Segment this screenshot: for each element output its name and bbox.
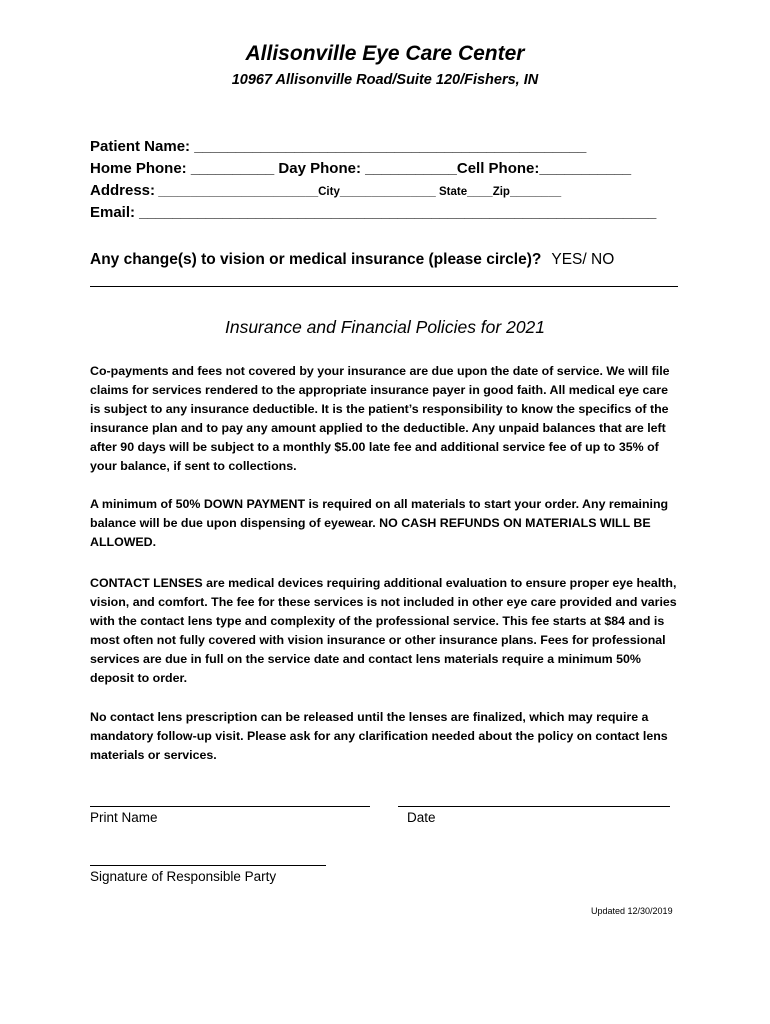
email-field[interactable]: Email: ______________________________________________________________ [90,204,657,221]
city-field[interactable]: City_______________ [318,186,436,198]
address-line[interactable]: _________________________ [155,186,319,198]
insurance-change-question [90,251,614,269]
contact-lenses-paragraph: CONTACT LENSES are medical devices requiring additional evaluation to ensure proper eye health, vision, and comfort. The fee for these services is not included in other eye care provided and varies with the contact lens type and complexity of the professional service. This fee starts at $84 and is most often not fully covered with vision insurance or other insurance plans. Fees for professional services are due in full on the service date and contact lens materials require a minimum 50% deposit to order. [90,576,677,685]
patient-name-field[interactable]: Patient Name: _______________________________________________ [90,138,587,155]
practice-address: 10967 Allisonville Road/Suite 120/Fishers, IN [231,72,539,88]
zip-field[interactable]: Zip________ [492,186,562,198]
down-payment-paragraph: A minimum of 50% DOWN PAYMENT is required on all materials to start your order. Any remaining balance will be due upon dispensing of eyewear. NO CASH REFUNDS ON MATERIALS WILL BE ALLOWED. [90,497,669,549]
prescription-release-paragraph: No contact lens prescription can be released until the lenses are finalized, which may require a mandatory follow-up visit. Please ask for any clarification needed about the policy on contact lens materials or services. [90,710,668,762]
answer-line[interactable] [90,286,678,287]
copayment-paragraph: Co-payments and fees not covered by your insurance are due upon the date of service. We will file claims for services rendered to the appropriate insurance payer in good faith. All medical eye care is subject to any insurance deductible. It is the patient’s responsibility to know the specifics of the insurance plan and to pay any amount applied to the deductible. Any unpaid balances that are left after 90 days will be subject to a monthly $5.00 late fee and additional service fee of up to 35% of your balance, if sent to collections. [90,364,670,473]
phone-fields[interactable]: Home Phone: __________ Day Phone: ___________Cell Phone:___________ [90,160,632,177]
print-name-line[interactable] [90,806,370,807]
date-label: Date [407,810,436,825]
signature-label: Signature of Responsible Party [90,869,277,884]
updated-date: Updated 12/30/2019 [591,906,673,916]
date-line[interactable] [398,806,670,807]
signature-line[interactable] [90,865,326,866]
page-title: Allisonville Eye Care Center [245,42,525,65]
yes-no-answer[interactable]: YES/ NO [551,251,615,268]
print-name-label: Print Name [90,810,158,825]
address-field[interactable] [90,182,680,199]
insurance-question-text: Any change(s) to vision or medical insurance (please circle)? [90,251,542,268]
state-field[interactable]: State____ [435,186,493,198]
policies-heading: Insurance and Financial Policies for 2021 [224,317,546,337]
address-label: Address: [90,182,156,199]
